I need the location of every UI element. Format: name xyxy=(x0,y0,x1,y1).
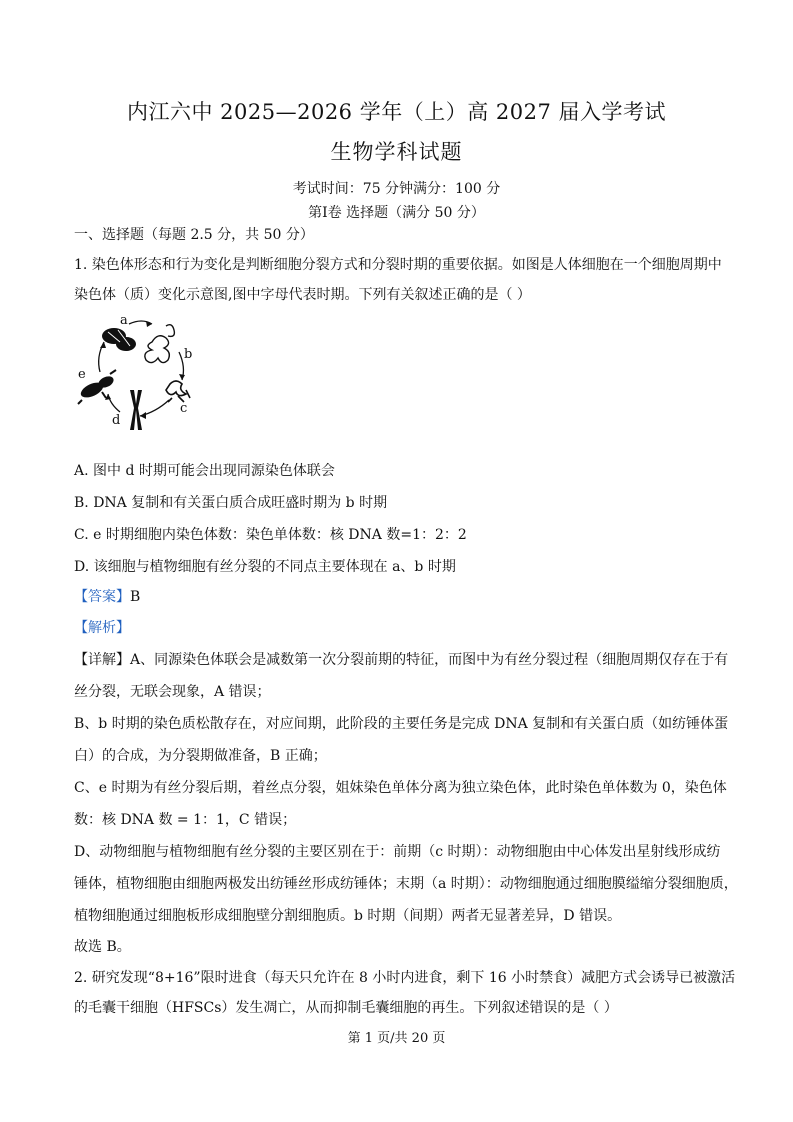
detail-line-2: 丝分裂，无联会现象，A 错误； xyxy=(74,684,271,700)
detail-line-9: 植物细胞通过细胞板形成细胞壁分割细胞质。b 时期（间期）两者无显著差异，D 错误。 xyxy=(74,908,622,924)
subject-title: 生物学科试题 xyxy=(330,140,463,164)
diagram-label-e: e xyxy=(78,367,86,382)
detail-line-1: 【详解】A、同源染色体联会是减数第一次分裂前期的特征，而图中为有丝分裂过程（细胞周期仅存在于有 xyxy=(74,652,729,668)
exam-info: 考试时间：75 分钟满分：100 分 xyxy=(292,181,501,197)
q1-answer-line xyxy=(74,588,140,606)
answer-value: B xyxy=(130,589,141,605)
q1-stem-line2: 染色体（质）变化示意图,图中字母代表时期。下列有关叙述正确的是（ ） xyxy=(74,287,531,303)
stage-d-figure xyxy=(130,390,142,430)
part-heading: 第Ⅰ卷 选择题（满分 50 分） xyxy=(308,205,485,221)
arrow-d-to-e xyxy=(108,394,120,412)
detail-line-4: 白）的合成，为分裂期做准备，B 正确； xyxy=(74,748,327,764)
page-footer: 第 1 页/共 20 页 xyxy=(347,1031,446,1046)
q1-option-a: A. 图中 d 时期可能会出现同源染色体联会 xyxy=(74,463,335,479)
diagram-label-c: c xyxy=(180,401,188,416)
analysis-tag: 【解析】 xyxy=(74,620,130,636)
q2-stem-line2: 的毛囊干细胞（HFSCs）发生凋亡，从而抑制毛囊细胞的再生。下列叙述错误的是（ ） xyxy=(74,1000,618,1016)
stage-c-figure xyxy=(166,381,190,402)
cell-cycle-diagram xyxy=(74,312,204,442)
stage-b-figure xyxy=(145,325,175,363)
q1-option-d: D. 该细胞与植物细胞有丝分裂的不同点主要体现在 a、b 时期 xyxy=(74,559,456,575)
diagram-label-a: a xyxy=(120,313,128,328)
detail-line-3: B、b 时期的染色质松散存在，对应间期，此阶段的主要任务是完成 DNA 复制和有关蛋白质（如纺锤体蛋 xyxy=(74,716,729,732)
section-heading: 一、选择题（每题 2.5 分，共 50 分） xyxy=(74,227,314,243)
q1-option-b: B. DNA 复制和有关蛋白质合成旺盛时期为 b 时期 xyxy=(74,495,388,511)
detail-line-7: D、动物细胞与植物细胞有丝分裂的主要区别在于：前期（c 时期）：动物细胞由中心体发出星射线形成纺 xyxy=(74,844,721,860)
q1-stem-line1: 1. 染色体形态和行为变化是判断细胞分裂方式和分裂时期的重要依据。如图是人体细胞在一个细胞周期中 xyxy=(74,257,722,273)
detail-line-6: 数：核 DNA 数 = 1：1，C 错误； xyxy=(74,812,297,828)
detail-line-10: 故选 B。 xyxy=(74,939,131,955)
diagram-label-b: b xyxy=(184,347,193,362)
detail-line-8: 锤体，植物细胞由细胞两极发出纺锤丝形成纺锤体；末期（a 时期）：动物细胞通过细胞膜缢缩分裂细胞质， xyxy=(74,876,738,892)
exam-title: 内江六中 2025—2026 学年（上）高 2027 届入学考试 xyxy=(126,100,667,124)
q1-option-c: C. e 时期细胞内染色体数：染色单体数：核 DNA 数=1：2：2 xyxy=(74,527,467,543)
detail-line-5: C、e 时期为有丝分裂后期，着丝点分裂，姐妹染色单体分离为独立染色体，此时染色单体数为 0，染色体 xyxy=(74,780,727,796)
answer-tag: 【答案】 xyxy=(74,589,130,605)
q2-stem-line1: 2. 研究发现“8+16”限时进食（每天只允许在 8 小时内进食，剩下 16 小时禁食）减肥方式会诱导已被激活 xyxy=(74,970,736,986)
diagram-label-d: d xyxy=(112,413,121,428)
stage-a-figure xyxy=(102,328,136,351)
